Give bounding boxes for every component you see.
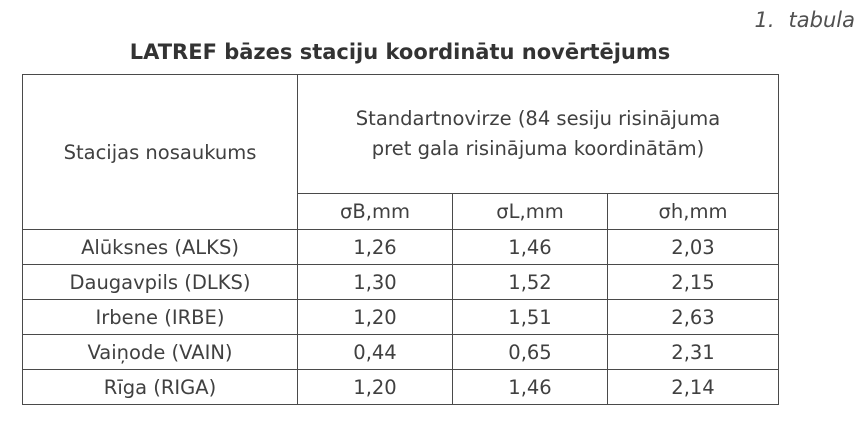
sigma-h-value: 2,03: [608, 230, 779, 265]
station-name: Vaiņode (VAIN): [23, 335, 298, 370]
header-sigma-b: σB,mm: [298, 194, 453, 230]
sigma-b-value: 1,26: [298, 230, 453, 265]
sigma-l-value: 1,51: [453, 300, 608, 335]
table-row: [23, 265, 779, 300]
sigma-l-value: 0,65: [453, 335, 608, 370]
station-name: Daugavpils (DLKS): [23, 265, 298, 300]
table-row: [23, 230, 779, 265]
station-name: Rīga (RIGA): [23, 370, 298, 405]
sigma-l-value: 1,46: [453, 370, 608, 405]
sigma-b-value: 1,20: [298, 300, 453, 335]
table-number: 1.: [754, 8, 775, 32]
header-std-line2: pret gala risinājuma koordinātām): [371, 137, 705, 160]
sigma-l-value: 1,46: [453, 230, 608, 265]
sigma-b-value: 1,30: [298, 265, 453, 300]
station-name: Irbene (IRBE): [23, 300, 298, 335]
header-standard-deviation: [298, 75, 779, 194]
table-title: LATREF bāzes staciju koordinātu novērtējums: [129, 40, 671, 64]
sigma-h-value: 2,15: [608, 265, 779, 300]
header-sigma-h: σh,mm: [608, 194, 779, 230]
table-row: [23, 335, 779, 370]
header-sigma-l: σL,mm: [453, 194, 608, 230]
coordinates-table: [22, 74, 779, 405]
sigma-h-value: 2,31: [608, 335, 779, 370]
sigma-b-value: 0,44: [298, 335, 453, 370]
sigma-h-value: 2,14: [608, 370, 779, 405]
header-std-line1: Standartnovirze (84 sesiju risinājuma: [355, 107, 721, 130]
table-word: tabula: [788, 8, 855, 32]
table-row: [23, 370, 779, 405]
sigma-h-value: 2,63: [608, 300, 779, 335]
sigma-l-value: 1,52: [453, 265, 608, 300]
header-station-name: Stacijas nosaukums: [23, 75, 298, 230]
table-number-label: [755, 8, 856, 32]
table-row: [23, 300, 779, 335]
station-name: Alūksnes (ALKS): [23, 230, 298, 265]
sigma-b-value: 1,20: [298, 370, 453, 405]
